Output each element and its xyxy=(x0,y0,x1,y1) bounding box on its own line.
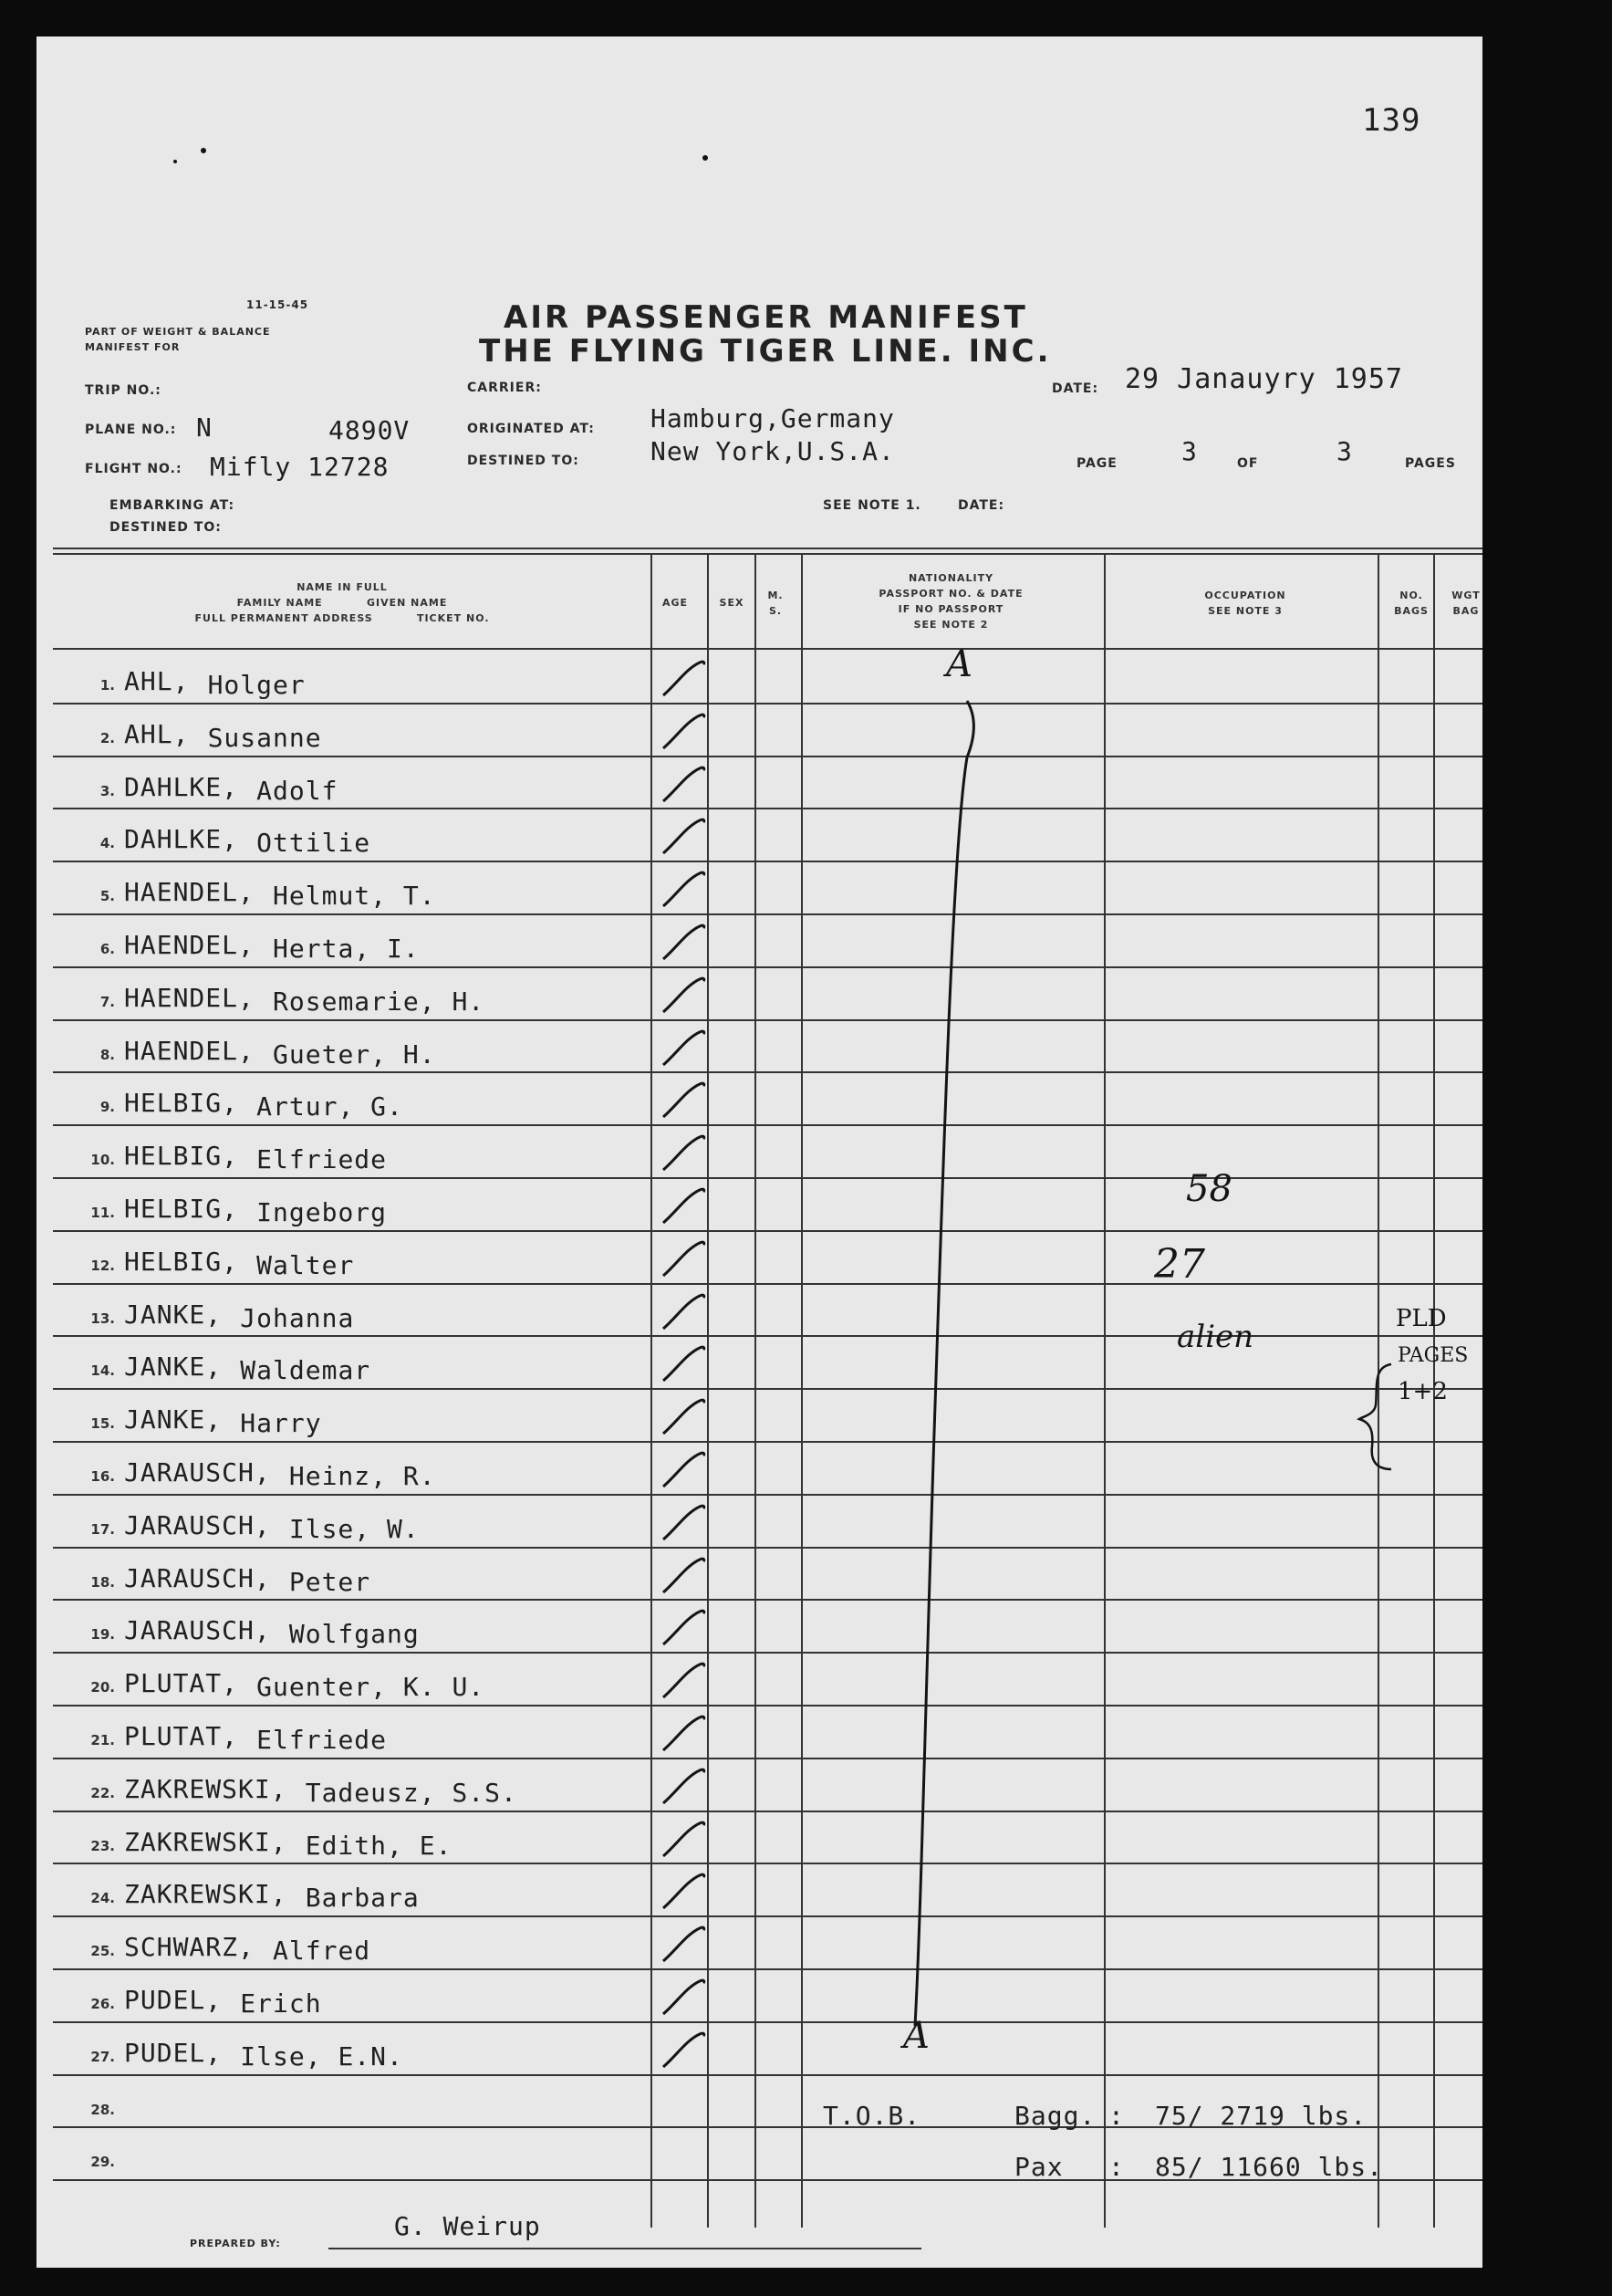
col-bags-line: BAGS xyxy=(1394,605,1429,617)
row-number: 12. xyxy=(90,1258,115,1274)
given-name: Ilse, E.N. xyxy=(240,2041,403,2072)
family-name: HAENDEL xyxy=(124,1036,239,1066)
name-separator: , xyxy=(270,1774,287,1804)
row-number: 20. xyxy=(90,1679,115,1696)
family-name: AHL xyxy=(124,719,173,749)
name-separator: , xyxy=(222,772,239,802)
name-separator: , xyxy=(238,1932,255,1962)
name-separator: , xyxy=(205,1299,223,1330)
family-name: JANKE xyxy=(124,1352,206,1382)
family-name: SCHWARZ xyxy=(124,1932,239,1962)
given-name: Elfriede xyxy=(256,1144,388,1174)
family-name: HAENDEL xyxy=(124,877,239,907)
row-number: 22. xyxy=(90,1785,115,1801)
row-number: 15. xyxy=(90,1415,115,1432)
row-number: 10. xyxy=(90,1152,115,1168)
given-name: Peter xyxy=(288,1567,371,1597)
given-name: Barbara xyxy=(305,1883,420,1913)
originated-value: Hamburg,Germany xyxy=(650,403,895,433)
col-nat-line: PASSPORT NO. & DATE xyxy=(879,588,1024,600)
prepared-by: G. Weirup xyxy=(394,2211,541,2241)
given-name: Elfriede xyxy=(256,1725,388,1755)
name-separator: , xyxy=(238,877,255,907)
row-number: 3. xyxy=(99,783,115,799)
manifest-for-label: MANIFEST FOR xyxy=(85,341,181,353)
tally-alien: alien xyxy=(1177,1319,1254,1355)
row-number: 13. xyxy=(90,1310,115,1327)
family-name: PUDEL xyxy=(124,1985,206,2015)
originated-label: ORIGINATED AT: xyxy=(467,422,595,436)
page-value: 3 xyxy=(1181,436,1198,466)
name-separator: , xyxy=(238,930,255,960)
of-label: OF xyxy=(1237,456,1259,471)
row-number: 4. xyxy=(99,835,115,851)
form-code: 11-15-45 xyxy=(246,298,309,311)
embarking-label: EMBARKING AT: xyxy=(109,498,235,513)
row-number: 6. xyxy=(99,941,115,957)
date-value: 29 Janauyry 1957 xyxy=(1125,363,1403,395)
name-separator: , xyxy=(238,983,255,1013)
given-name: Erich xyxy=(240,1988,322,2019)
see-note-label: SEE NOTE 1. xyxy=(823,498,921,513)
baggage-sep: : xyxy=(1108,2101,1125,2131)
given-name: Ilse, W. xyxy=(288,1514,420,1544)
row-number: 26. xyxy=(90,1996,115,2012)
row-number: 28. xyxy=(90,2102,115,2118)
col-ms-line: S. xyxy=(768,605,783,617)
col-name-line: NAME IN FULL xyxy=(296,581,388,593)
family-name: JARAUSCH xyxy=(124,1563,255,1593)
name-separator: , xyxy=(254,1615,271,1645)
given-name: Tadeusz, S.S. xyxy=(305,1778,517,1808)
name-separator: , xyxy=(222,1194,239,1224)
row-number: 21. xyxy=(90,1732,115,1748)
family-name: PUDEL xyxy=(124,2038,206,2068)
row-number: 1. xyxy=(99,677,115,694)
flight-number: Mifly 12728 xyxy=(210,452,390,482)
given-name: Waldemar xyxy=(240,1355,371,1385)
family-name: HAENDEL xyxy=(124,983,239,1013)
given-name: Heinz, R. xyxy=(288,1461,436,1491)
col-nat-line: SEE NOTE 2 xyxy=(913,619,989,631)
plane-number: 4890V xyxy=(328,415,411,445)
destined-value: New York,U.S.A. xyxy=(650,436,895,466)
name-separator: , xyxy=(205,1404,223,1435)
bracket-pages: PAGES xyxy=(1398,1344,1469,1367)
given-name: Ingeborg xyxy=(256,1197,388,1227)
family-name: HELBIG xyxy=(124,1141,223,1171)
name-separator: , xyxy=(172,719,190,749)
row-number: 29. xyxy=(90,2154,115,2170)
given-name: Rosemarie, H. xyxy=(273,986,485,1017)
part-of-label: PART OF WEIGHT & BALANCE xyxy=(85,326,271,338)
family-name: HAENDEL xyxy=(124,930,239,960)
baggage-total: 75/ 2719 lbs. xyxy=(1155,2101,1368,2131)
given-name: Adolf xyxy=(256,776,338,806)
family-name: HELBIG xyxy=(124,1247,223,1277)
handwriting-overlay xyxy=(36,37,1482,2268)
plane-prefix: N xyxy=(196,412,213,443)
name-separator: , xyxy=(254,1457,271,1487)
name-separator: , xyxy=(205,2038,223,2068)
airline-name: THE FLYING TIGER LINE. INC. xyxy=(479,333,1052,370)
plane-label: PLANE NO.: xyxy=(85,423,177,437)
row-number: 25. xyxy=(90,1943,115,1959)
name-separator: , xyxy=(238,1036,255,1066)
given-name: Gueter, H. xyxy=(273,1039,436,1070)
family-name: HELBIG xyxy=(124,1088,223,1118)
destined-label: DESTINED TO: xyxy=(467,454,579,468)
row-number: 18. xyxy=(90,1574,115,1591)
name-separator: , xyxy=(270,1879,287,1909)
row-number: 8. xyxy=(99,1047,115,1063)
prepared-label: PREPARED BY: xyxy=(190,2238,281,2249)
row-number: 9. xyxy=(99,1099,115,1115)
row-number: 23. xyxy=(90,1838,115,1854)
bracket-mark xyxy=(1359,1364,1391,1469)
bracket-pld: PLD xyxy=(1396,1305,1447,1332)
family-name: ZAKREWSKI xyxy=(124,1879,271,1909)
row-number: 24. xyxy=(90,1890,115,1906)
family-name: HELBIG xyxy=(124,1194,223,1224)
form-title: AIR PASSENGER MANIFEST xyxy=(504,299,1028,336)
name-separator: , xyxy=(222,1088,239,1118)
name-separator: , xyxy=(222,824,239,854)
name-separator: , xyxy=(205,1985,223,2015)
tally-58: 58 xyxy=(1186,1168,1232,1210)
family-name: JARAUSCH xyxy=(124,1457,255,1487)
row-number: 2. xyxy=(99,730,115,746)
pax-total: 85/ 11660 lbs. xyxy=(1155,2152,1384,2182)
given-name: Edith, E. xyxy=(305,1831,452,1861)
col-nat-line: NATIONALITY xyxy=(908,572,994,584)
family-name: JANKE xyxy=(124,1299,206,1330)
date-label: DATE: xyxy=(1052,381,1099,396)
given-name: Wolfgang xyxy=(288,1619,420,1649)
given-name: Helmut, T. xyxy=(273,881,436,911)
date2-label: DATE: xyxy=(958,498,1005,513)
col-occ-line: OCCUPATION xyxy=(1204,590,1286,601)
flight-label: FLIGHT NO.: xyxy=(85,462,182,476)
pax-sep: : xyxy=(1108,2152,1125,2182)
col-sex-header: SEX xyxy=(719,597,744,609)
family-name: ZAKREWSKI xyxy=(124,1774,271,1804)
family-name: JARAUSCH xyxy=(124,1510,255,1540)
given-name: Harry xyxy=(240,1408,322,1438)
row-number: 11. xyxy=(90,1205,115,1221)
row-number: 5. xyxy=(99,888,115,904)
col-occ-line: SEE NOTE 3 xyxy=(1208,605,1283,617)
col-wgt-line: WGT xyxy=(1451,590,1481,601)
given-name: Walter xyxy=(256,1250,355,1280)
baggage-label: Bagg. xyxy=(1014,2101,1097,2131)
col-name-line: FAMILY NAME GIVEN NAME xyxy=(236,597,448,609)
row-number: 16. xyxy=(90,1468,115,1485)
tob-label: T.O.B. xyxy=(823,2101,921,2131)
destined-to-label: DESTINED TO: xyxy=(109,520,222,535)
family-name: PLUTAT xyxy=(124,1668,223,1698)
name-separator: , xyxy=(222,1668,239,1698)
col-ms-line: M. xyxy=(767,590,784,601)
col-age-header: AGE xyxy=(661,597,689,609)
col-nat-line: IF NO PASSPORT xyxy=(898,603,1004,615)
name-separator: , xyxy=(270,1827,287,1857)
given-name: Guenter, K. U. xyxy=(256,1672,485,1702)
pages-label: PAGES xyxy=(1405,456,1456,471)
row-number: 27. xyxy=(90,2049,115,2065)
trip-label: TRIP NO.: xyxy=(85,383,161,398)
of-value: 3 xyxy=(1336,436,1353,466)
family-name: DAHLKE xyxy=(124,824,223,854)
name-separator: , xyxy=(222,1141,239,1171)
tally-27: 27 xyxy=(1154,1241,1205,1288)
nationality-mark-bottom: A xyxy=(903,2015,930,2057)
name-separator: , xyxy=(254,1510,271,1540)
name-separator: , xyxy=(254,1563,271,1593)
page-number: 139 xyxy=(1362,102,1421,139)
col-name-line: FULL PERMANENT ADDRESS TICKET NO. xyxy=(194,612,490,624)
given-name: Herta, I. xyxy=(273,934,420,964)
family-name: JARAUSCH xyxy=(124,1615,255,1645)
given-name: Ottilie xyxy=(256,828,371,858)
carrier-label: CARRIER: xyxy=(467,381,542,395)
ditto-line xyxy=(915,701,974,2026)
row-number: 7. xyxy=(99,994,115,1010)
given-name: Susanne xyxy=(207,723,322,753)
family-name: JANKE xyxy=(124,1404,206,1435)
given-name: Alfred xyxy=(273,1936,371,1966)
row-number: 17. xyxy=(90,1521,115,1538)
name-separator: , xyxy=(222,1721,239,1751)
col-wgt-line: BAG xyxy=(1452,605,1480,617)
name-separator: , xyxy=(172,666,190,696)
name-separator: , xyxy=(222,1247,239,1277)
given-name: Johanna xyxy=(240,1303,355,1333)
page-label: PAGE xyxy=(1076,456,1118,471)
family-name: AHL xyxy=(124,666,173,696)
name-separator: , xyxy=(205,1352,223,1382)
row-number: 14. xyxy=(90,1362,115,1379)
pax-label: Pax xyxy=(1014,2152,1064,2182)
family-name: PLUTAT xyxy=(124,1721,223,1751)
nationality-mark-top: A xyxy=(946,643,972,685)
row-number: 19. xyxy=(90,1626,115,1643)
given-name: Artur, G. xyxy=(256,1091,403,1122)
family-name: ZAKREWSKI xyxy=(124,1827,271,1857)
col-bags-line: NO. xyxy=(1399,590,1423,601)
bracket-range: 1+2 xyxy=(1398,1378,1448,1405)
signature-line xyxy=(328,2248,921,2249)
manifest-sheet xyxy=(36,37,1482,2268)
family-name: DAHLKE xyxy=(124,772,223,802)
given-name: Holger xyxy=(207,670,306,700)
